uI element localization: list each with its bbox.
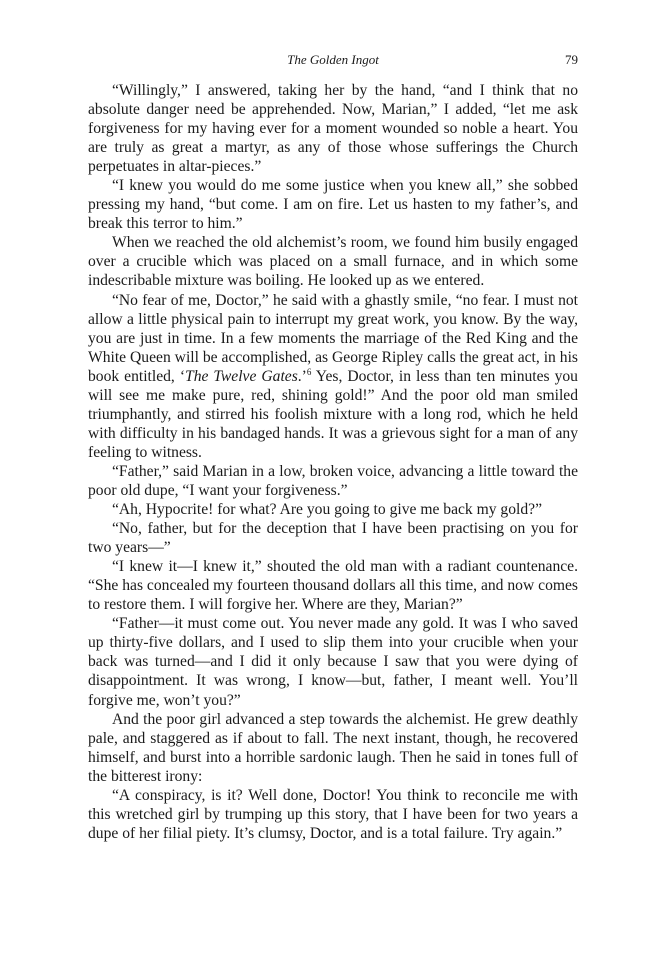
paragraph: And the poor girl advanced a step towards the alchemist. He grew deathly pale, and staggered as if about to fall. The next instant, though, he recovered himself, and burst into a horrible sardonic laugh. Then he said in tones full of the bitterest irony: [88,710,578,785]
footnote-marker: 6 [306,366,312,377]
paragraph: When we reached the old alchemist’s room, we found him busily engaged over a crucible which was placed on a small furnace, and in which some indescribable mixture was boiling. He looked up as we entered. [88,234,578,290]
paragraph: “Ah, Hypocrite! for what? Are you going to give me back my gold?” [112,501,543,519]
book-title-italic: The Twelve Gates [185,367,298,385]
paragraph-text: “No fear of me, Doctor,” he said with a ghastly smile, “no fear. I must not allow a little physical pain to interrupt my great work, you know. By the way, you are just in time. In a few moments the marriage of the Red King and the White Queen will be accomplished, as George Ripley calls the great act, in his book entitled, ‘ [88,291,578,385]
paragraph: “I knew you would do me some justice when you knew all,” she sobbed pressing my hand, “but come. I am on fire. Let us hasten to my father’s, and break this terror to him.” [88,177,578,233]
paragraph: “Willingly,” I answered, taking her by the hand, “and I think that no absolute danger need be apprehended. Now, Marian,” I added, “let me ask forgiveness for my having ever for a moment wounded so noble a heart. You are truly as great a martyr, as any of those whose sufferings the Church perpetuates in altar-pieces.” [88,82,578,176]
running-header [88,50,578,70]
paragraph-text: .’ [297,367,307,385]
paragraph: “A conspiracy, is it? Well done, Doctor! You think to reconcile me with this wretched girl by trumping up this story, that I have been for two years a dupe of her filial piety. It’s clumsy, Doctor, and is a total failure. Try again.” [88,786,578,842]
running-title: The Golden Ingot [287,52,379,67]
paragraph-text: Yes, Doctor, in less than ten minutes you will see me make pure, red, shining gold!” And the poor old man smiled triumphantly, and stirred his foolish mixture with a long rod, which he held with difficulty in his bandaged hands. It was a grievous sight for a man of any feeling to witness. [88,367,578,461]
paragraph: “I knew it—I knew it,” shouted the old man with a radiant countenance. “She has concealed my fourteen thousand dollars all this time, and now comes to restore them. I will forgive her. Where are they, Marian?” [88,558,578,614]
paragraph: “Father,” said Marian in a low, broken voice, advancing a little toward the poor old dupe, “I want your forgiveness.” [88,462,578,499]
paragraph: “Father—it must come out. You never made any gold. It was I who saved up thirty-five dollars, and I used to slip them into your crucible when your back was turned—and I did it only because I saw that you were dying of disappointment. It was wrong, I know—but, father, I meant well. You’ll forgive me, won’t you?” [88,615,578,709]
page-number: 79 [565,52,578,67]
paragraph: “No, father, but for the deception that I have been practising on you for two years—” [88,520,578,557]
paragraph [88,291,578,462]
body-text [88,81,578,843]
